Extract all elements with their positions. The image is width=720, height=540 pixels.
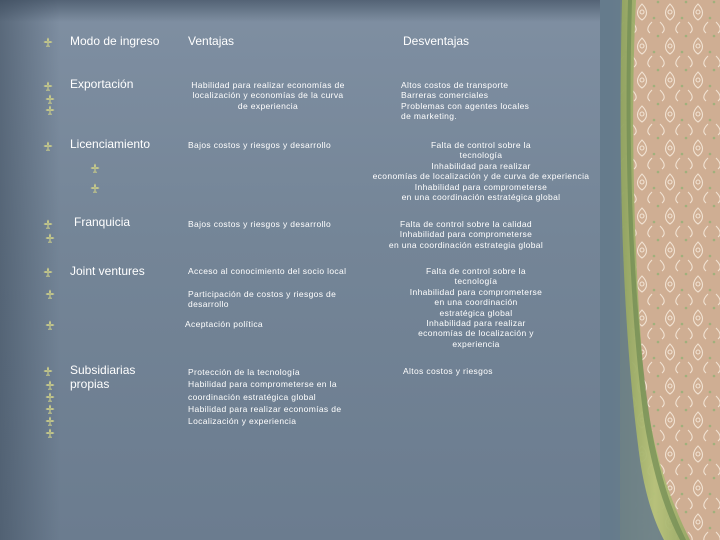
- mode-joint-ventures: Joint ventures: [70, 264, 145, 278]
- decorative-panel: [600, 0, 720, 540]
- bullet-icon: [43, 267, 53, 277]
- disadvantages-subsidiarias: Altos costos y riesgos: [403, 366, 493, 376]
- bullet-icon: [45, 428, 55, 438]
- mode-subsidiarias: Subsidiarias propias: [70, 363, 136, 391]
- header-advantages: Ventajas: [188, 34, 235, 48]
- disadvantages-licenciamiento: Falta de control sobre la tecnología Inhabilidad para realizar economías de localización y de curva de experiencia Inhabilidad para comprometerse en una coordinación estratégica global: [372, 140, 590, 203]
- bullet-icon: [43, 366, 53, 376]
- advantages-joint-ventures-2: Participación de costos y riesgos de desarrollo: [188, 289, 337, 310]
- floral-pattern-icon: [600, 0, 720, 540]
- advantages-exportacion: Habilidad para realizar economías de localización y economías de la curva de experiencia: [191, 80, 345, 111]
- bullet-icon: [43, 37, 53, 47]
- bullet-icon: [45, 94, 55, 104]
- advantages-joint-ventures-1: Acceso al conocimiento del socio local: [188, 266, 347, 276]
- header-mode: Modo de ingreso: [70, 34, 160, 48]
- mode-franquicia: Franquicia: [74, 215, 131, 229]
- bullet-icon: [45, 105, 55, 115]
- mode-exportacion: Exportación: [70, 77, 134, 91]
- bullet-icon: [45, 380, 55, 390]
- disadvantages-joint-ventures: Falta de control sobre la tecnología Inhabilidad para comprometerse en una coordinación estratégica global Inhabilidad para realizar economías de localización y experiencia: [409, 266, 543, 349]
- bullet-icon: [43, 219, 53, 229]
- disadvantages-franquicia: Falta de control sobre la calidad Inhabilidad para comprometerse en una coordinación estrategia global: [388, 219, 544, 250]
- bullet-icon: [45, 416, 55, 426]
- mode-licenciamiento: Licenciamiento: [70, 137, 151, 151]
- advantages-subsidiarias: Protección de la tecnología Habilidad para comprometerse en la coordinación estratégica global Habilidad para realizar economías de Localización y experiencia: [188, 367, 342, 427]
- bullet-icon: [45, 320, 55, 330]
- bullet-icon: [43, 81, 53, 91]
- bullet-icon: [45, 392, 55, 402]
- disadvantages-exportacion: Altos costos de transporte Barreras comerciales Problemas con agentes locales de marketing.: [401, 80, 530, 122]
- bullet-icon: [45, 233, 55, 243]
- advantages-franquicia: Bajos costos y riesgos y desarrollo: [188, 219, 332, 229]
- header-disadvantages: Desventajas: [403, 34, 470, 48]
- bullet-icon: [90, 163, 100, 173]
- advantages-licenciamiento: Bajos costos y riesgos y desarrollo: [188, 140, 332, 150]
- bullet-icon: [43, 141, 53, 151]
- bullet-icon: [45, 404, 55, 414]
- bullet-icon: [90, 183, 100, 193]
- advantages-joint-ventures-3: Aceptación política: [185, 319, 263, 329]
- bullet-icon: [45, 289, 55, 299]
